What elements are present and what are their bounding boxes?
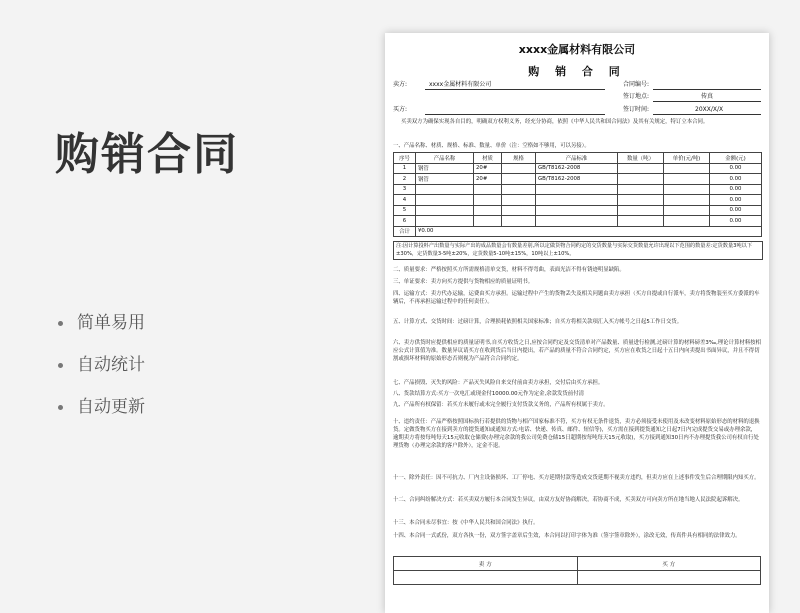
col-header: 单价(元/吨) <box>664 153 710 164</box>
cell-name <box>416 216 474 227</box>
page-title: 购销合同 <box>55 129 239 180</box>
cell-qty <box>618 174 664 185</box>
cell-price <box>664 205 710 216</box>
signature-table <box>393 556 761 585</box>
table-row <box>394 205 762 216</box>
clause-5: 五、计算方式、交货时间：过磅计算，合理损耗依照相关国家标准；自买方将相关款项汇入买方帐号之日起5工作日交货。 <box>393 319 683 325</box>
contract-no-label: 合同编号: <box>623 81 650 88</box>
cell-name: 钢管 <box>416 174 474 185</box>
signature-header-row <box>394 557 761 571</box>
clause-4: 四、运输方式：卖方代办运输，运费由买方承担。运输过程中产生的货物丢失及相关问题由卖方承担（买方自提或自行派车，卖方将货物装至买方委派的车辆后，不再承担运输过程中的任何责任）。 <box>393 291 760 305</box>
sign-time-underline <box>653 114 761 115</box>
sign-place-label: 签订地点: <box>623 93 650 100</box>
cell-amount: 0.00 <box>710 205 762 216</box>
seller-column-header: 卖 方 <box>394 557 578 571</box>
cell-standard: GB/T8162-2008 <box>536 163 618 174</box>
cell-price <box>664 184 710 195</box>
sign-place-underline <box>653 101 761 102</box>
cell-spec <box>502 163 536 174</box>
col-header: 产品标准 <box>536 153 618 164</box>
clause-9: 九、产品所有权保留：若买方未履行或未完全履行支付货款义务的，产品所有权属于卖方。 <box>393 402 609 408</box>
cell-no: 1 <box>394 163 416 174</box>
items-table <box>393 152 762 237</box>
seller-value: xxxx金属材料有限公司 <box>429 81 492 88</box>
cell-no: 6 <box>394 216 416 227</box>
cell-no: 5 <box>394 205 416 216</box>
clause-7: 七、产品损毁、灭失的风险：产品灭失风险自来交付前由卖方承担，交付后由买方承担。 <box>393 380 604 386</box>
buyer-underline <box>425 114 605 115</box>
quantity-note: 注:因计算投料产出数量与实际产出的成品数量会有数量差别,所以定做货物合同约定的交货数量与实际交货数量允许出现以下范围的数量差:定货数量3吨以下±30%，定货数量3-5吨±20%，定货数量5-10吨±15%，10吨以上±10%。 <box>393 241 763 260</box>
cell-price <box>664 163 710 174</box>
cell-spec <box>502 174 536 185</box>
cell-spec <box>502 195 536 206</box>
cell-qty <box>618 184 664 195</box>
seller-label: 卖方: <box>393 81 408 88</box>
clause-12: 十二、合同纠纷解决方式：若买卖双方履行本合同发生异议，由双方友好协商解决，若协商不成，买卖双方可向卖方所在地当地人民法院起诉解决。 <box>393 497 744 503</box>
cell-amount: 0.00 <box>710 216 762 227</box>
clause-10: 十、违约责任：产品严格按照国标执行若提供的货物与相产国家标准不符，买方有权无条件退货，卖方必须接受未使用及未改变材料原始形态的材料的退换货。定做货物买方在接到卖方的提货通知或通知方式:电话、快递、传真、邮件、短信等)，买方需在接到提货通知之日起7日内完成提货交易或办理余款，逾期卖方将按每吨每天15元收取仓储费(办理完余款的我公司免费仓储15日超期按每吨每天15元收取)，买方接到通知30日内不办理提货我公司有权自行处理货物（办理完余款的客户除外），定金不退。 <box>393 419 760 449</box>
cell-standard <box>536 216 618 227</box>
cell-material <box>474 216 502 227</box>
total-value: ¥0.00 <box>416 226 762 237</box>
clause-6: 六、卖方供货时应提供相应的质量证明书,自买方收货之日,应按合同约定及交货清单对产品数量、质量进行检测,过磅计算的材料磅差3‰,理论计算材料按相应公式计算值为准。数量异议请买方在收到货后当日内提出，若产品的质量不符合合同约定，买方应在收货之日起十五日内向卖提出书面异议，并且不得切割或损坏材料的原始形态否则视为产品符合合同约定。 <box>393 340 761 362</box>
buyer-column-header: 买 方 <box>577 557 761 571</box>
company-name: xxxx金属材料有限公司 <box>518 43 636 56</box>
cell-material <box>474 195 502 206</box>
intro-text: 买卖双方为确保实现各自目的，明确双方权利义务，经充分协商，依照《中华人民共和国合同法》及其有关规定，特订立本合同。 <box>401 119 709 125</box>
sign-place-value: 传真 <box>701 93 714 100</box>
feature-label: 简单易用 <box>77 313 145 333</box>
contract-no-underline <box>653 89 761 90</box>
cell-standard <box>536 184 618 195</box>
cell-price <box>664 216 710 227</box>
cell-amount: 0.00 <box>710 184 762 195</box>
section-1-heading: 一、产品名称、材质、规格、标准、数量、单价（注：空格如不够用，可以另接）。 <box>393 143 590 149</box>
clause-3: 三、单证要求：卖方向买方提供与货物相应的质量证明书。 <box>393 279 534 285</box>
cell-material <box>474 184 502 195</box>
bullet-icon <box>58 363 63 368</box>
table-row <box>394 163 762 174</box>
cell-name <box>416 195 474 206</box>
cell-name <box>416 184 474 195</box>
clause-13: 十三、本合同未尽事宜：按《中华人民共和国合同法》执行。 <box>393 520 539 526</box>
cell-amount: 0.00 <box>710 174 762 185</box>
cell-qty <box>618 205 664 216</box>
buyer-label: 买方: <box>393 106 408 113</box>
table-row <box>394 195 762 206</box>
seller-underline <box>425 89 605 90</box>
feature-label: 自动更新 <box>77 397 145 417</box>
sign-time-label: 签订时间: <box>623 106 650 113</box>
cell-amount: 0.00 <box>710 195 762 206</box>
table-row <box>394 184 762 195</box>
cell-name <box>416 205 474 216</box>
cell-name: 钢管 <box>416 163 474 174</box>
total-row <box>394 226 762 237</box>
bullet-icon <box>58 321 63 326</box>
total-label: 合计 <box>394 226 416 237</box>
cell-no: 4 <box>394 195 416 206</box>
contract-document <box>385 33 769 613</box>
clause-2: 二、质量要求：严格按照买方所需规格清单交货，材料不得弯曲，表面光洁不得有锈迹明显缺陷。 <box>393 267 625 273</box>
feature-item <box>58 354 145 396</box>
clause-8: 八、货款结算方式:买方一次电汇或现金付10000.00元作为定金,余款发货前付清 <box>393 391 584 397</box>
cell-qty <box>618 163 664 174</box>
cell-spec <box>502 216 536 227</box>
cell-amount: 0.00 <box>710 163 762 174</box>
cell-qty <box>618 195 664 206</box>
cell-material <box>474 205 502 216</box>
col-header: 序号 <box>394 153 416 164</box>
table-row <box>394 216 762 227</box>
seller-signature-cell <box>394 571 578 585</box>
cell-spec <box>502 205 536 216</box>
bullet-icon <box>58 405 63 410</box>
clause-11: 十一、除外责任：因不可抗力、厂内主设备损坏、工厂停电、买方延期付款等造成交货延期不视卖方违约，但卖方应在上述事件发生后合理期限内知买方。 <box>393 475 760 481</box>
cell-standard: GB/T8162-2008 <box>536 174 618 185</box>
cell-qty <box>618 216 664 227</box>
table-header-row <box>394 153 762 164</box>
cell-price <box>664 195 710 206</box>
col-header: 规格 <box>502 153 536 164</box>
buyer-signature-cell <box>577 571 761 585</box>
col-header: 数量（吨） <box>618 153 664 164</box>
cell-material: 20# <box>474 174 502 185</box>
cell-no: 2 <box>394 174 416 185</box>
col-header: 材质 <box>474 153 502 164</box>
cell-standard <box>536 205 618 216</box>
col-header: 产品名称 <box>416 153 474 164</box>
clause-14: 十四、本合同一式贰份，双方各执一份，双方签字盖章后生效，本合同以打印字体为准（签字签章除外），涂改无效，传真件具有相同的法律效力。 <box>393 533 741 539</box>
feature-list <box>58 312 145 438</box>
col-header: 金额(元) <box>710 153 762 164</box>
table-row <box>394 174 762 185</box>
cell-no: 3 <box>394 184 416 195</box>
signature-row <box>394 571 761 585</box>
document-title: 购 销 合 同 <box>528 65 626 78</box>
cell-material: 20# <box>474 163 502 174</box>
cell-standard <box>536 195 618 206</box>
cell-price <box>664 174 710 185</box>
feature-label: 自动统计 <box>77 355 145 375</box>
sign-time-value: 20XX/X/X <box>695 106 724 113</box>
cell-spec <box>502 184 536 195</box>
feature-item <box>58 396 145 438</box>
feature-item <box>58 312 145 354</box>
